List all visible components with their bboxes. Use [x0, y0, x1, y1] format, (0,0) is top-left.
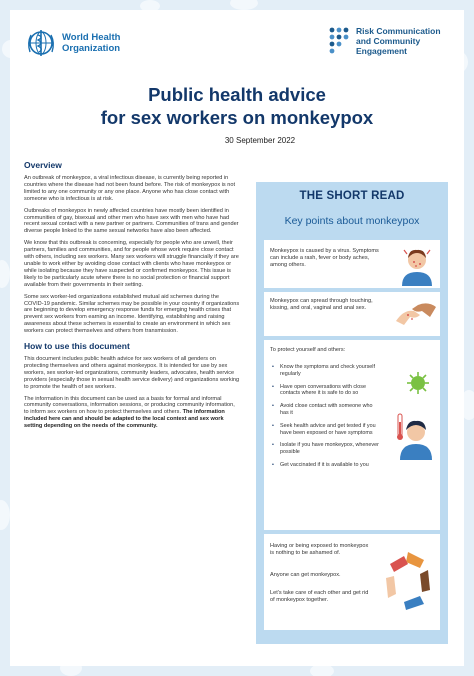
person-with-rash-illustration [396, 242, 438, 286]
stigma-text-2: Anyone can get monkeypox. [270, 572, 341, 578]
person-thermometer-illustration [394, 410, 438, 460]
overview-paragraph: Outbreaks of monkeypox in newly affected countries have mostly been identified in communities of gay, bisexual and other men who have sex with men who have had recent sexual contact with a new partner or partners. Communities of trans and gender diverse people linked to the same sexual networks have also been affected. [24, 207, 239, 235]
protection-list-item: • Know the symptoms and check yourself regularly [270, 364, 382, 378]
overview-heading: Overview [24, 160, 62, 170]
stigma-text-3: Let's take care of each other and get rid of monkeypox together. [270, 590, 369, 603]
rcce-name-line1: Risk Communication [356, 26, 441, 36]
protection-box [264, 340, 440, 530]
document-title-line2: for sex workers on monkeypox [100, 107, 374, 128]
rcce-dots-icon [328, 26, 350, 54]
overview-paragraph: We know that this outbreak is concerning, especially for people who are unwell, their partners, families and communities, and for people whose work require close contact with others, including sex workers. Many sex workers will struggle financially if they are unable to work either by avoiding close contact with clients who have monkeypox or while isolating because they have suspected or confirmed monkeypox. This issue is likely to be particularly acute where there is no social protection or financial support available from their governments in their setting. [24, 240, 239, 288]
protection-list-item: • Have open conversations with close contacts where it is safe to do so [270, 384, 382, 398]
joined-hands-illustration [380, 546, 436, 618]
virus-illustration [398, 370, 438, 396]
how-to-use-paragraph: This document includes public health advice for sex workers of all genders on protecting themselves and others against monkeypox. It is intended for use by sex workers, sex worker-led organizations, community leaders, advocates, health service providers (especially those in sexual health service delivery) and organizations working to promote the health of sex workers. [24, 356, 240, 390]
touching-hands-illustration [394, 295, 438, 333]
protection-list [270, 364, 382, 475]
protection-list-item: • Avoid close contact with someone who has it [270, 403, 382, 417]
background-bubble [0, 500, 10, 530]
who-name-line2: Organization [62, 43, 121, 54]
protection-list-item: • Get vaccinated if it is available to you [270, 462, 382, 469]
short-read-panel [256, 182, 448, 644]
transmission-box [264, 292, 440, 336]
rcce-name-line2: and Community [356, 36, 421, 46]
symptoms-text: Monkeypox is caused by a virus. Symptoms can include a rash, fever or body aches, among others. [270, 248, 379, 268]
short-read-title: THE SHORT READ [299, 190, 405, 202]
protection-intro: To protect yourself and others: [270, 347, 346, 353]
transmission-text: Monkeypox can spread through touching, kissing, and oral, vaginal and anal sex. [270, 298, 373, 311]
how-to-use-plain-text: The information in this document can be used as a basis for formal and informal community conversations, information sessions, or producing community information, to inform sex workers on how to protect themselves and others. [24, 395, 235, 416]
overview-paragraph: An outbreak of monkeypox, a viral infectious disease, is currently being reported in countries where the disease had not been found before. The risk of monkeypox is not limited to any one community or any one place. Anyone who has close contact with someone who is infectious is at risk. [24, 175, 236, 202]
how-to-use-heading: How to use this document [24, 341, 130, 352]
stigma-text-1: Having or being exposed to monkeypox is nothing to be ashamed of. [270, 543, 369, 556]
who-name-line1: World Health [62, 32, 121, 43]
who-emblem-icon [24, 26, 58, 60]
stigma-box [264, 534, 440, 630]
background-bubble [230, 0, 258, 10]
symptoms-box [264, 240, 440, 288]
left-column [24, 160, 240, 435]
document-date: 30 September 2022 [224, 136, 296, 145]
short-read-subtitle: Key points about monkeypox [284, 215, 420, 227]
who-logo [24, 26, 120, 60]
document-title-line1: Public health advice [148, 84, 326, 105]
rcce-name-line3: Engagement [356, 46, 408, 56]
protection-list-item: • Isolate if you have monkeypox, whenever possible [270, 442, 382, 456]
protection-list-item: • Seek health advice and get tested if you have been exposed or have symptoms [270, 423, 382, 437]
overview-paragraph: Some sex worker-led organizations established mutual aid schemes during the COVID-19 pandemic. Similar schemes may be possible in your country if organizations are beginning to develop emergency response funds for emerging health crises that prevent sex workers from earning an income. Identifying, establishing and raising awareness about these schemes is essential to create an environment in which sex workers can protect themselves and others from transmission. [24, 293, 240, 335]
document-page [10, 10, 464, 666]
rcce-logo [328, 26, 466, 56]
background-bubble [0, 260, 10, 288]
how-to-use-bold-text: The information included here can and should be adapted to the local context and sex work setting depending on the needs of the community. [24, 409, 225, 430]
how-to-use-paragraph [24, 396, 240, 431]
